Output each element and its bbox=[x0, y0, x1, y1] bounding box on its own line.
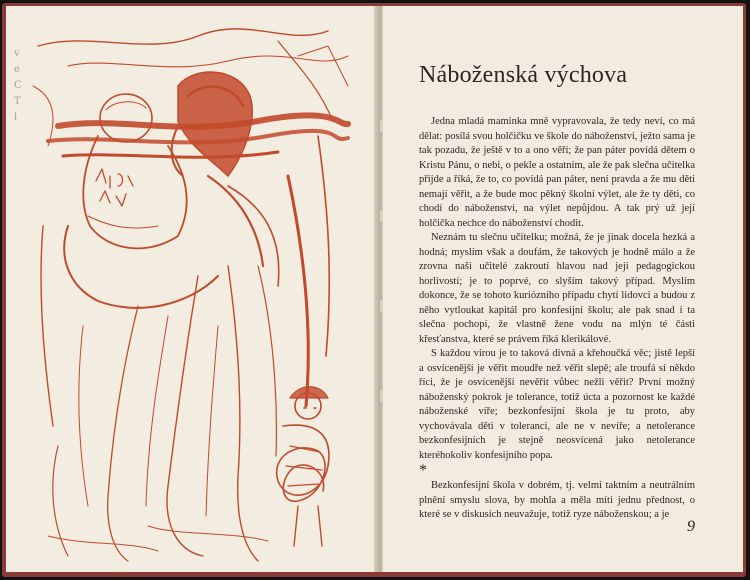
right-page bbox=[383, 6, 743, 572]
ink-illustration-mother-and-children bbox=[28, 26, 358, 566]
bleed-letter: C bbox=[14, 80, 22, 91]
chapter-title: Náboženská výchova bbox=[419, 62, 628, 88]
bleed-letter: l bbox=[14, 112, 18, 123]
small-child-hat bbox=[290, 387, 328, 398]
paragraph: Jedna mladá maminka mně vypravovala, že tedy neví, co má dělat: posílá svou holčičku ve škole do náboženství, ježto sama je tak pozadu, že ještě v to a ono věří; že pan páter povídá dětem o Kristu Pánu, o nebi, o pekle a ostatním, ale že pak slečna učitelka přijde a říká, že to, co povídá pan páter, není pravda a že mu děti nemají věřit, a že bude moc pěkný školní výlet, ale že ty děti, co chodí do náboženství, na výlet nepůjdou. A tak prý už její holčička nechce do náboženství chodit. bbox=[419, 116, 695, 229]
left-page bbox=[6, 6, 378, 572]
bleed-letter: v bbox=[14, 48, 20, 59]
paragraph: Neznám tu slečnu učitelku; možná, že je jinak docela hezká a hodná; myslím však a doufám, že takových je hodně málo a že zrovna naši učitelé zakroutí hlavou nad její pedagogickou horlivostí; je to poprvé, co slyším takový případ. Myslím dokonce, že se tohoto kuriózního případu chytí lidovci a budou z něho vytloukat kapitál pro konfesijní školu; ale pak snad i ta slečna pochopí, že vlastně žene vodu na mlýn té části křesťanstva, které se právem říká klerikálové. bbox=[419, 232, 695, 345]
page-number: 9 bbox=[687, 518, 695, 535]
small-child-scribble bbox=[277, 425, 329, 501]
bleed-letter: T bbox=[14, 96, 21, 107]
bleed-through-text bbox=[14, 46, 28, 126]
background-hatching bbox=[38, 29, 328, 46]
paragraph: S každou vírou je to taková divná a křehoučká věc; jistě lepší a osvícenější je věřit moudře než věřit slepě; ale troufá si někdo říci, že je osvícenější nevěřit vůbec nežli věřit? První možný náboženský pokrok je tolerance, totiž úcta a pozornost ke každé náboženské víře; bezkonfesijní škola je tu proto, aby vychovávala děti v toleranci, ale ne v nevíře; a netolerance bezkonfesijních je stejně neosvícená jako netolerance kteréhokoliv konfesijního popa. bbox=[419, 348, 695, 461]
paragraph: Bezkonfesijní škola v dobrém, tj. velmi taktním a neutrálním plnění smyslu slova, by mohla a měla míti jednu přednost, o které se v diskusích neuvažuje, totiž ryze náboženskou; a je bbox=[419, 480, 695, 520]
mother-dress bbox=[167, 276, 203, 556]
bleed-letter: e bbox=[14, 64, 20, 75]
body-text bbox=[419, 115, 695, 523]
section-separator: * bbox=[419, 462, 427, 479]
child-head bbox=[100, 94, 152, 142]
